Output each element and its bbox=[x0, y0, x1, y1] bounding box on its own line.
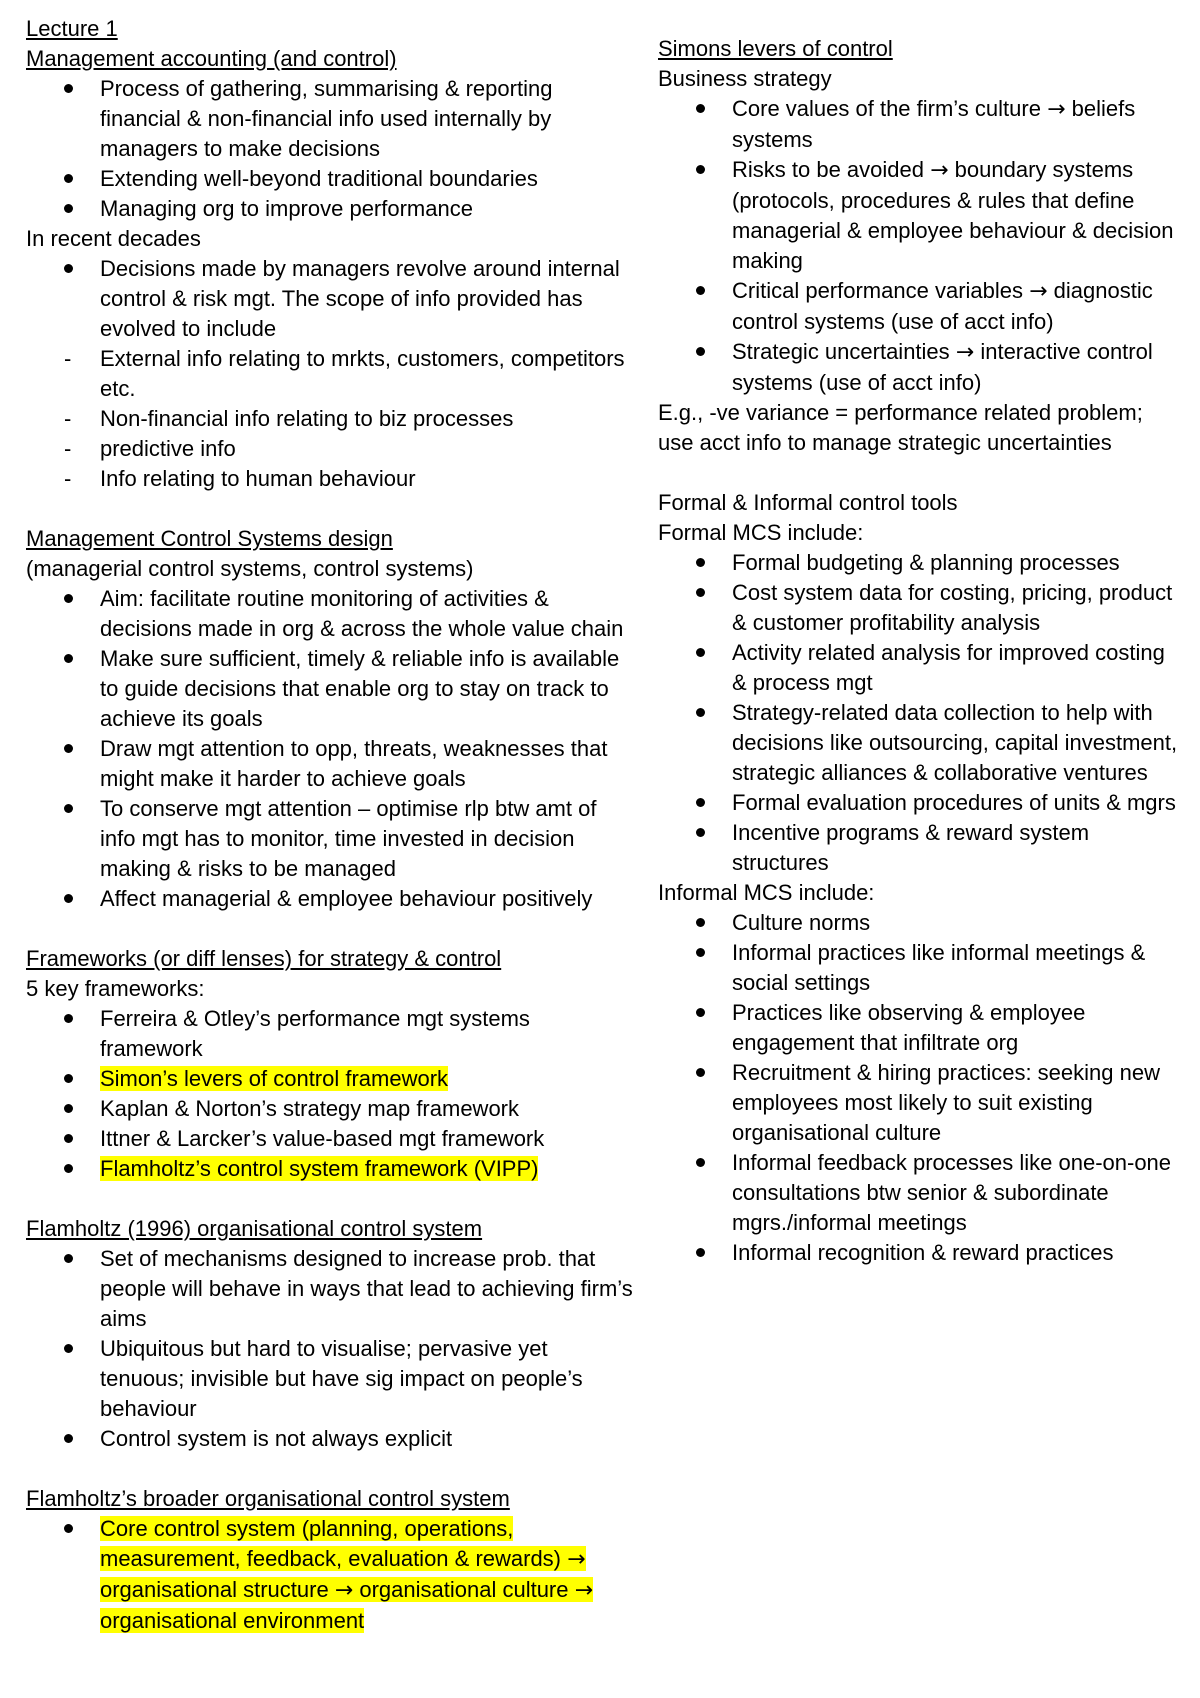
list-item: Process of gathering, summarising & reporting financial & non-financial info used internally by managers to make decisions bbox=[100, 76, 553, 161]
mcs-list bbox=[26, 584, 636, 914]
list-item: To conserve mgt attention – optimise rlp btw amt of info mgt has to monitor, time invested in decision making & risks to be managed bbox=[100, 796, 597, 881]
frameworks-list bbox=[26, 1004, 636, 1184]
flamholtz-broader-list bbox=[26, 1514, 636, 1636]
simons-heading: Simons levers of control bbox=[658, 36, 893, 61]
arrow-right-icon: → bbox=[334, 1578, 354, 1603]
list-item: Formal evaluation procedures of units & mgrs bbox=[732, 790, 1176, 815]
list-item: Kaplan & Norton’s strategy map framework bbox=[100, 1096, 519, 1121]
right-column bbox=[658, 34, 1178, 1268]
list-item bbox=[26, 1514, 636, 1636]
arrow-right-icon: → bbox=[955, 340, 975, 365]
list-item: Incentive programs & reward system structures bbox=[732, 820, 1090, 875]
frameworks-heading: Frameworks (or diff lenses) for strategy & control bbox=[26, 946, 502, 971]
list-item: Recruitment & hiring practices: seeking new employees most likely to suit existing organisational culture bbox=[732, 1060, 1160, 1145]
list-item: Control system is not always explicit bbox=[100, 1426, 453, 1451]
flamholtz-broader-heading: Flamholtz’s broader organisational control system bbox=[26, 1486, 510, 1511]
formal-mcs-list bbox=[658, 548, 1178, 878]
list-item: Affect managerial & employee behaviour positively bbox=[100, 886, 593, 911]
recent-list bbox=[26, 254, 636, 494]
informal-mcs-label: Informal MCS include: bbox=[658, 880, 875, 905]
list-item: Strategy-related data collection to help with decisions like outsourcing, capital investment, strategic alliances & collaborative ventures bbox=[732, 700, 1178, 785]
list-item: External info relating to mrkts, customers, competitors etc. bbox=[100, 346, 625, 401]
left-column bbox=[26, 14, 636, 1636]
list-item: predictive info bbox=[100, 436, 236, 461]
list-item: Formal budgeting & planning processes bbox=[732, 550, 1120, 575]
list-item: Make sure sufficient, timely & reliable info is available to guide decisions that enable org to stay on track to achieve its goals bbox=[100, 646, 620, 731]
list-item: Managing org to improve performance bbox=[100, 196, 473, 221]
flamholtz-1996-heading: Flamholtz (1996) organisational control system bbox=[26, 1216, 483, 1241]
list-item: Extending well-beyond traditional boundaries bbox=[100, 166, 538, 191]
simons-intro: Business strategy bbox=[658, 66, 832, 91]
list-item bbox=[26, 1154, 636, 1184]
list-item bbox=[26, 1064, 636, 1094]
arrow-right-icon: → bbox=[1029, 279, 1048, 304]
list-item: Informal practices like informal meetings & social settings bbox=[732, 940, 1146, 995]
list-item: Ubiquitous but hard to visualise; pervasive yet tenuous; invisible but have sig impact on people’s behaviour bbox=[100, 1336, 583, 1421]
arrow-right-icon: → bbox=[567, 1547, 586, 1572]
list-item: Informal feedback processes like one-on-one consultations btw senior & subordinate mgrs./informal meetings bbox=[732, 1150, 1172, 1235]
mac-list bbox=[26, 74, 636, 224]
highlighted-text: Core control system (planning, operations, measurement, feedback, evaluation & rewards) → organisational structure → organisational culture → organisational environment bbox=[100, 1516, 594, 1633]
highlighted-text: Simon’s levers of control framework bbox=[100, 1066, 449, 1091]
list-item: Informal recognition & reward practices bbox=[732, 1240, 1114, 1265]
list-item: Culture norms bbox=[732, 910, 871, 935]
list-item: Strategic uncertainties → interactive control systems (use of acct info) bbox=[732, 339, 1153, 395]
list-item: Critical performance variables → diagnostic control systems (use of acct info) bbox=[732, 278, 1153, 334]
list-item: Decisions made by managers revolve around internal control & risk mgt. The scope of info provided has evolved to include bbox=[100, 256, 620, 341]
simons-example: E.g., -ve variance = performance related problem; use acct info to manage strategic uncertainties bbox=[658, 400, 1143, 455]
list-item: Aim: facilitate routine monitoring of activities & decisions made in org & across the whole value chain bbox=[100, 586, 624, 641]
recent-decades-label: In recent decades bbox=[26, 226, 201, 251]
list-item: Practices like observing & employee engagement that infiltrate org bbox=[732, 1000, 1086, 1055]
list-item: Non-financial info relating to biz processes bbox=[100, 406, 514, 431]
highlighted-text: Flamholtz’s control system framework (VIPP) bbox=[100, 1156, 539, 1181]
list-item: Ferreira & Otley’s performance mgt systems framework bbox=[100, 1006, 530, 1061]
list-item: Info relating to human behaviour bbox=[100, 466, 416, 491]
list-item: Draw mgt attention to opp, threats, weaknesses that might make it harder to achieve goals bbox=[100, 736, 608, 791]
list-item: Activity related analysis for improved costing & process mgt bbox=[732, 640, 1165, 695]
list-item: Set of mechanisms designed to increase prob. that people will behave in ways that lead to achieving firm’s aims bbox=[100, 1246, 633, 1331]
frameworks-intro: 5 key frameworks: bbox=[26, 976, 205, 1001]
informal-mcs-list bbox=[658, 908, 1178, 1268]
formal-mcs-label: Formal MCS include: bbox=[658, 520, 864, 545]
lecture-title: Lecture 1 bbox=[26, 16, 118, 41]
list-item: Core values of the firm’s culture → beliefs systems bbox=[732, 96, 1136, 152]
arrow-right-icon: → bbox=[574, 1578, 594, 1603]
mcs-subtitle: (managerial control systems, control systems) bbox=[26, 556, 474, 581]
formal-informal-heading: Formal & Informal control tools bbox=[658, 490, 958, 515]
simons-list bbox=[658, 94, 1178, 398]
list-item: Ittner & Larcker’s value-based mgt framework bbox=[100, 1126, 545, 1151]
arrow-right-icon: → bbox=[1047, 97, 1066, 122]
list-item: Risks to be avoided → boundary systems (protocols, procedures & rules that define managerial & employee behaviour & decision making bbox=[732, 157, 1174, 273]
arrow-right-icon: → bbox=[930, 158, 949, 183]
flamholtz-1996-list bbox=[26, 1244, 636, 1454]
mcs-heading: Management Control Systems design bbox=[26, 526, 393, 551]
list-item: Cost system data for costing, pricing, product & customer profitability analysis bbox=[732, 580, 1173, 635]
mac-heading: Management accounting (and control) bbox=[26, 46, 397, 71]
